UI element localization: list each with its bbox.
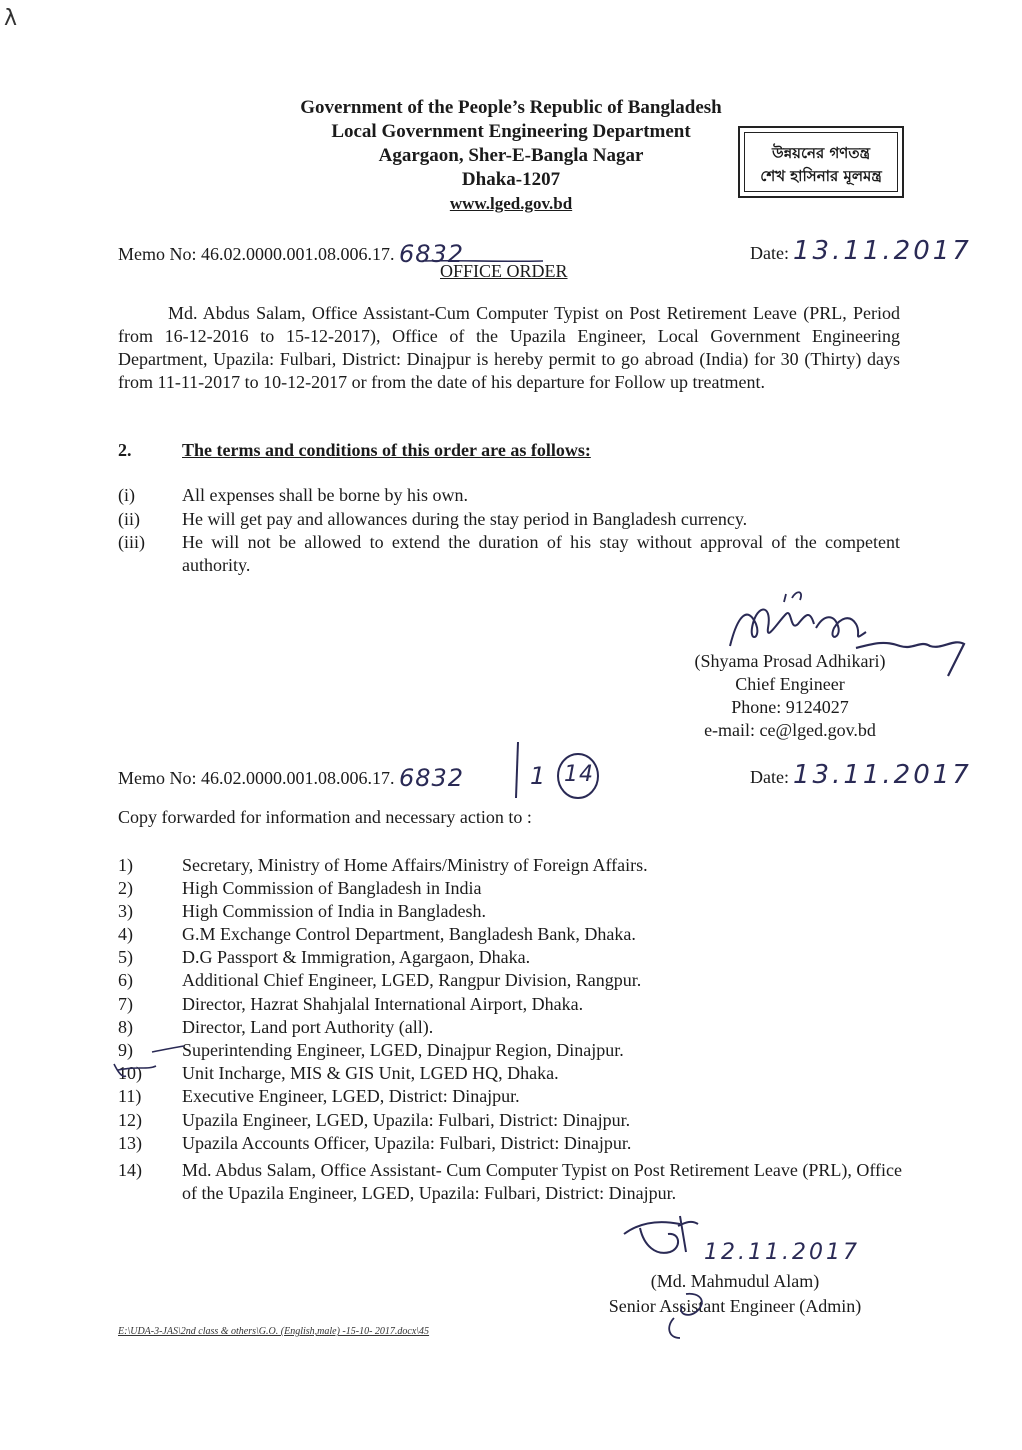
recipient-tick-marks xyxy=(112,1036,202,1086)
header-line-4: Dhaka-1207 xyxy=(461,169,561,190)
signature-2-date: 12.11.2017 xyxy=(704,1240,860,1265)
recipient-num: 1) xyxy=(118,855,133,875)
recipient-text: Director, Land port Authority (all). xyxy=(182,1017,434,1037)
date-label: Date: xyxy=(750,767,789,787)
memo-label: Memo No: 46.02.0000.001.08.006.17. xyxy=(118,244,395,264)
signature-2-scribble xyxy=(620,1212,710,1272)
memo-number-handwritten: 6832 xyxy=(399,240,465,268)
signatory-2-title: Senior Assistant Engineer (Admin) xyxy=(608,1296,862,1316)
slogan-line-1: উন্নয়নের গণতন্ত্র xyxy=(771,144,871,162)
memo-date-1 xyxy=(750,236,972,266)
slogan-line-2: শেখ হাসিনার মূলমন্ত্র xyxy=(760,167,882,185)
recipient-num: 8) xyxy=(118,1017,133,1037)
date-handwritten: 13.11.2017 xyxy=(792,760,972,790)
recipient-text: Superintending Engineer, LGED, Dinajpur Region, Dinajpur. xyxy=(182,1040,624,1060)
memo-line-2 xyxy=(118,762,464,790)
recipient-num: 14) xyxy=(118,1160,142,1180)
header-line-2: Local Government Engineering Department xyxy=(331,121,691,142)
recipient-text: High Commission of India in Bangladesh. xyxy=(182,901,486,921)
recipient-num: 9) xyxy=(118,1040,133,1060)
condition-text: He will get pay and allowances during the stay period in Bangladesh currency. xyxy=(182,509,748,529)
memo-number-handwritten: 6832 xyxy=(399,764,465,792)
recipient-num: 13) xyxy=(118,1133,142,1153)
recipient-num: 4) xyxy=(118,924,133,944)
recipient-num: 11) xyxy=(118,1086,142,1106)
memo-label: Memo No: 46.02.0000.001.08.006.17. xyxy=(118,768,395,788)
slogan-inner xyxy=(744,132,898,192)
order-paragraph: Md. Abdus Salam, Office Assistant-Cum Computer Typist on Post Retirement Leave (PRL, Period from 16-12-2016 to 15-12-2017), Office of the Upazila Engineer, Local Government Engineering Department, Upazila: Fulbari, District: Dinajpur is hereby permit to go abroad (India) for 30 (Thirty) days from 11-11-2017 to 10-12-2017 or from the date of his departure for Follow up treatment. xyxy=(118,303,900,392)
file-path-footer: E:\UDA-3-JAS\2nd class & others\G.O. (English,male) -15-10- 2017.docx\45 xyxy=(118,1326,430,1337)
recipient-num: 3) xyxy=(118,901,133,921)
recipient-num: 12) xyxy=(118,1110,142,1130)
signatory-1-phone: Phone: 9124027 xyxy=(731,697,849,717)
recipient-text: Upazila Accounts Officer, Upazila: Fulbari, District: Dinajpur. xyxy=(182,1133,632,1153)
memo-sub-number: 1 xyxy=(530,762,547,790)
header-line-1: Government of the People’s Republic of Bangladesh xyxy=(300,97,722,118)
recipient-text: Secretary, Ministry of Home Affairs/Ministry of Foreign Affairs. xyxy=(182,855,648,875)
memo-copy-count: 14 xyxy=(564,762,594,787)
condition-text: All expenses shall be borne by his own. xyxy=(182,485,468,505)
condition-num: (ii) xyxy=(118,509,140,529)
recipient-num: 10) xyxy=(118,1063,142,1083)
copy-forward-intro: Copy forwarded for information and necessary action to : xyxy=(118,807,532,827)
recipient-text: Additional Chief Engineer, LGED, Rangpur Division, Rangpur. xyxy=(182,970,642,990)
date-handwritten: 13.11.2017 xyxy=(792,236,972,266)
recipient-num: 7) xyxy=(118,994,133,1014)
signatory-1-email[interactable]: e-mail: ce@lged.gov.bd xyxy=(704,720,876,740)
signatory-1-name: (Shyama Prosad Adhikari) xyxy=(694,651,886,671)
recipient-text: G.M Exchange Control Department, Bangladesh Bank, Dhaka. xyxy=(182,924,636,944)
recipient-text: Md. Abdus Salam, Office Assistant- Cum Computer Typist on Post Retirement Leave (PRL), Office of the Upazila Engineer, LGED, Upazila: Fulbari, District: Dinajpur. xyxy=(182,1160,902,1203)
recipient-text: High Commission of Bangladesh in India xyxy=(182,878,482,898)
header-line-3: Agargaon, Sher-E-Bangla Nagar xyxy=(378,145,644,166)
slogan-box xyxy=(738,126,904,198)
recipient-text: Upazila Engineer, LGED, Upazila: Fulbari, District: Dinajpur. xyxy=(182,1110,631,1130)
initials-scribble xyxy=(660,1288,720,1344)
condition-text: He will not be allowed to extend the duration of his stay without approval of the competent authority. xyxy=(182,532,900,575)
signatory-2-name: (Md. Mahmudul Alam) xyxy=(650,1271,820,1291)
website-link[interactable]: www.lged.gov.bd xyxy=(449,194,573,213)
recipient-text: Unit Incharge, MIS & GIS Unit, LGED HQ, Dhaka. xyxy=(182,1063,559,1083)
recipient-text: Executive Engineer, LGED, District: Dinajpur. xyxy=(182,1086,520,1106)
recipient-num: 5) xyxy=(118,947,133,967)
condition-num: (i) xyxy=(118,485,135,505)
section-2-number: 2. xyxy=(118,440,132,460)
office-order-title: OFFICE ORDER xyxy=(440,261,568,281)
recipient-text: Director, Hazrat Shahjalal International Airport, Dhaka. xyxy=(182,994,584,1014)
condition-num: (iii) xyxy=(118,532,145,552)
recipient-text: D.G Passport & Immigration, Agargaon, Dhaka. xyxy=(182,947,531,967)
recipient-num: 6) xyxy=(118,970,133,990)
memo-date-2 xyxy=(750,760,972,790)
date-label: Date: xyxy=(750,243,789,263)
corner-mark: λ xyxy=(4,6,18,31)
recipient-num: 2) xyxy=(118,878,133,898)
section-2-title: The terms and conditions of this order are as follows: xyxy=(182,440,591,460)
memo-line-1 xyxy=(118,238,464,266)
signatory-1-title: Chief Engineer xyxy=(735,674,845,694)
